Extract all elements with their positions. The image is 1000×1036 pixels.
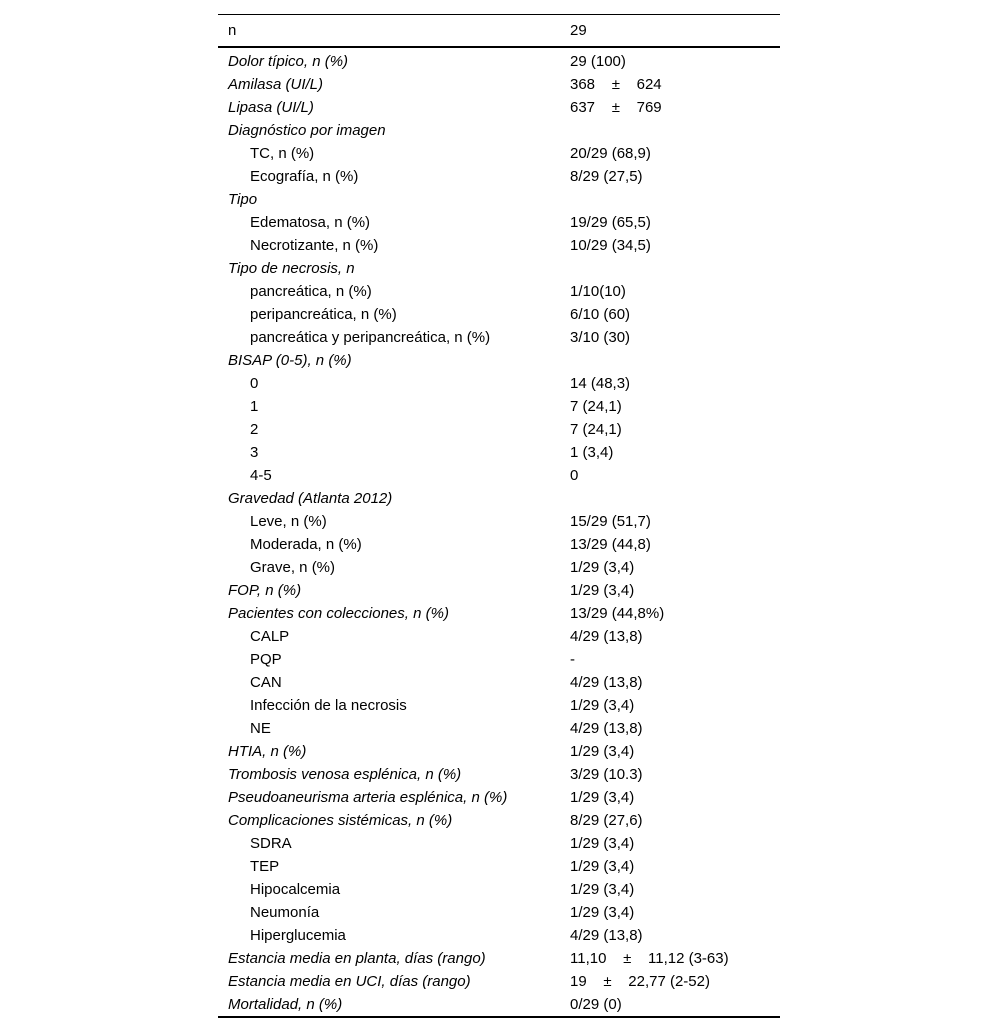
row-value: 4/29 (13,8) xyxy=(570,674,643,691)
row-value: 19 ± 22,77 (2-52) xyxy=(570,973,710,990)
row-value: 3/10 (30) xyxy=(570,329,631,346)
row-value: 637 ± 769 xyxy=(570,99,662,116)
row-label: Pseudoaneurisma arteria esplénica, n (%) xyxy=(228,789,508,806)
row-value: 1/29 (3,4) xyxy=(570,559,635,576)
row-value: 1/29 (3,4) xyxy=(570,697,635,714)
table-row xyxy=(218,280,780,303)
row-value: 4/29 (13,8) xyxy=(570,628,643,645)
table-row xyxy=(218,970,780,993)
row-label: 3 xyxy=(250,444,259,461)
row-label: CALP xyxy=(250,628,290,645)
row-value: 3/29 (10.3) xyxy=(570,766,643,783)
row-value: 8/29 (27,6) xyxy=(570,812,643,829)
row-value: 1/29 (3,4) xyxy=(570,743,635,760)
row-label: Edematosa, n (%) xyxy=(250,214,371,231)
row-label: Estancia media en UCI, días (rango) xyxy=(228,973,471,990)
table-row xyxy=(218,50,780,73)
table-row xyxy=(218,878,780,901)
table-row xyxy=(218,786,780,809)
patient-characteristics-table xyxy=(218,14,780,1018)
table-row xyxy=(218,487,780,510)
row-label: Lipasa (UI/L) xyxy=(228,99,314,116)
table-row xyxy=(218,142,780,165)
table-row xyxy=(218,73,780,96)
row-value: - xyxy=(570,651,575,668)
row-value: 0/29 (0) xyxy=(570,996,622,1013)
row-label: pancreática, n (%) xyxy=(250,283,372,300)
row-label: Complicaciones sistémicas, n (%) xyxy=(228,812,453,829)
table-row xyxy=(218,901,780,924)
table-row xyxy=(218,349,780,372)
row-label: NE xyxy=(250,720,271,737)
table-row xyxy=(218,119,780,142)
row-label: BISAP (0-5), n (%) xyxy=(228,352,352,369)
table-row xyxy=(218,579,780,602)
row-label: pancreática y peripancreática, n (%) xyxy=(250,329,491,346)
table-row xyxy=(218,418,780,441)
row-label: Leve, n (%) xyxy=(250,513,327,530)
table-row xyxy=(218,625,780,648)
row-label: FOP, n (%) xyxy=(228,582,302,599)
row-label: Infección de la necrosis xyxy=(250,697,407,714)
table-row xyxy=(218,924,780,947)
table-row xyxy=(218,326,780,349)
row-value: 11,10 ± 11,12 (3-63) xyxy=(570,950,729,967)
row-label: CAN xyxy=(250,674,282,691)
table-header-row xyxy=(218,15,780,48)
table-row xyxy=(218,211,780,234)
table-row xyxy=(218,257,780,280)
row-value: 10/29 (34,5) xyxy=(570,237,651,254)
row-value: 368 ± 624 xyxy=(570,76,662,93)
row-value: 14 (48,3) xyxy=(570,375,631,392)
table-row xyxy=(218,740,780,763)
table-row xyxy=(218,947,780,970)
row-label: Ecografía, n (%) xyxy=(250,168,359,185)
table-row xyxy=(218,855,780,878)
row-value: 4/29 (13,8) xyxy=(570,927,643,944)
row-label: Necrotizante, n (%) xyxy=(250,237,379,254)
row-value: 4/29 (13,8) xyxy=(570,720,643,737)
row-value: 1/29 (3,4) xyxy=(570,858,635,875)
table-row xyxy=(218,832,780,855)
row-label: 1 xyxy=(250,398,259,415)
row-label: Amilasa (UI/L) xyxy=(228,76,324,93)
table-row xyxy=(218,533,780,556)
row-value: 29 (100) xyxy=(570,53,626,70)
table-row xyxy=(218,717,780,740)
table-row xyxy=(218,648,780,671)
table-row xyxy=(218,602,780,625)
row-value: 15/29 (51,7) xyxy=(570,513,651,530)
table-row xyxy=(218,165,780,188)
row-value: 13/29 (44,8%) xyxy=(570,605,665,622)
row-label: 0 xyxy=(250,375,259,392)
table-row xyxy=(218,464,780,487)
row-label: Moderada, n (%) xyxy=(250,536,362,553)
row-value: 1/29 (3,4) xyxy=(570,582,635,599)
table-row xyxy=(218,809,780,832)
table-row xyxy=(218,694,780,717)
row-value: 1/29 (3,4) xyxy=(570,789,635,806)
table-row xyxy=(218,395,780,418)
row-label: Estancia media en planta, días (rango) xyxy=(228,950,486,967)
table-row xyxy=(218,234,780,257)
row-value: 1/29 (3,4) xyxy=(570,835,635,852)
row-label: Grave, n (%) xyxy=(250,559,336,576)
table-row xyxy=(218,993,780,1016)
row-label: Diagnóstico por imagen xyxy=(228,122,386,139)
row-value: 1/29 (3,4) xyxy=(570,881,635,898)
row-label: Neumonía xyxy=(250,904,320,921)
row-value: 0 xyxy=(570,467,579,484)
table-row xyxy=(218,556,780,579)
row-label: 2 xyxy=(250,421,259,438)
header-value: 29 xyxy=(570,22,587,39)
table-row xyxy=(218,96,780,119)
row-label: peripancreática, n (%) xyxy=(250,306,397,323)
row-label: Hipocalcemia xyxy=(250,881,341,898)
row-label: SDRA xyxy=(250,835,292,852)
row-label: TC, n (%) xyxy=(250,145,315,162)
table-row xyxy=(218,303,780,326)
header-label: n xyxy=(228,22,237,39)
row-label: Trombosis venosa esplénica, n (%) xyxy=(228,766,462,783)
table-row xyxy=(218,763,780,786)
row-value: 7 (24,1) xyxy=(570,398,622,415)
row-label: Tipo de necrosis, n xyxy=(228,260,355,277)
table-row xyxy=(218,671,780,694)
row-label: Gravedad (Atlanta 2012) xyxy=(228,490,393,507)
table-row xyxy=(218,372,780,395)
table-row xyxy=(218,510,780,533)
row-value: 20/29 (68,9) xyxy=(570,145,651,162)
row-value: 1/29 (3,4) xyxy=(570,904,635,921)
row-label: Dolor típico, n (%) xyxy=(228,53,349,70)
row-value: 13/29 (44,8) xyxy=(570,536,651,553)
table-body xyxy=(218,48,780,1016)
row-label: PQP xyxy=(250,651,282,668)
row-label: Mortalidad, n (%) xyxy=(228,996,343,1013)
table-row xyxy=(218,188,780,211)
row-label: Hiperglucemia xyxy=(250,927,346,944)
row-label: Pacientes con colecciones, n (%) xyxy=(228,605,449,622)
row-value: 7 (24,1) xyxy=(570,421,622,438)
row-value: 19/29 (65,5) xyxy=(570,214,651,231)
row-value: 8/29 (27,5) xyxy=(570,168,643,185)
row-value: 6/10 (60) xyxy=(570,306,631,323)
row-value: 1 (3,4) xyxy=(570,444,614,461)
row-label: 4-5 xyxy=(250,467,272,484)
row-label: Tipo xyxy=(228,191,258,208)
row-label: TEP xyxy=(250,858,280,875)
row-value: 1/10(10) xyxy=(570,283,626,300)
row-label: HTIA, n (%) xyxy=(228,743,307,760)
table-row xyxy=(218,441,780,464)
